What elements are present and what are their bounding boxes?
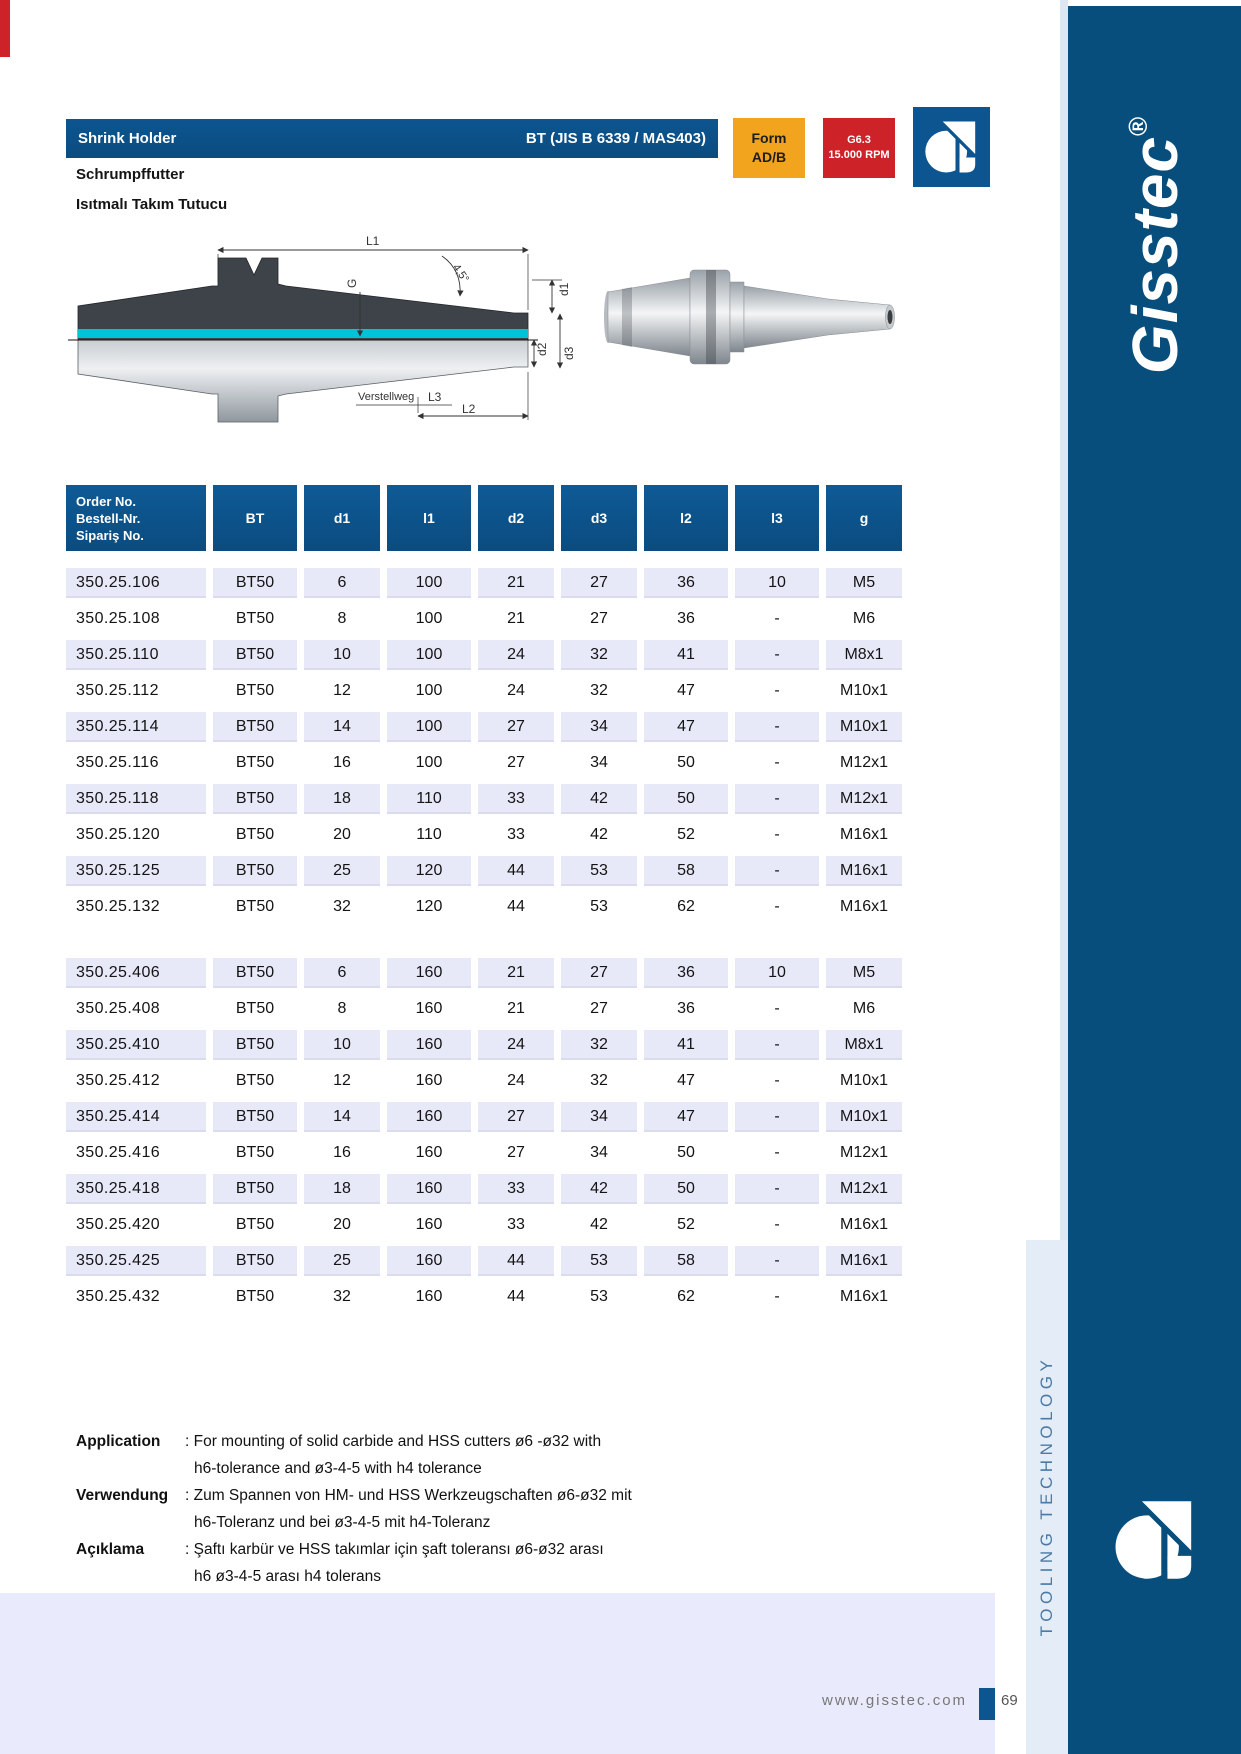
- product-render: [598, 242, 903, 392]
- table-cell: 350.25.412: [76, 1072, 161, 1089]
- table-cell: -: [735, 856, 819, 886]
- table-cell: -: [735, 1030, 819, 1060]
- table-cell: 10: [304, 640, 380, 670]
- table-cell: M8x1: [826, 640, 902, 670]
- table-cell: M16x1: [826, 856, 902, 886]
- table-cell: -: [774, 1144, 780, 1161]
- table-cell: 20: [333, 826, 351, 843]
- drawing-bore-channel: [78, 329, 528, 338]
- table-cell: -: [735, 1102, 819, 1132]
- table-cell: 100: [415, 610, 443, 627]
- application-row: [76, 1482, 836, 1536]
- table-cell: BT50: [235, 898, 275, 915]
- table-cell: 160: [387, 1246, 471, 1276]
- table-cell: 58: [644, 856, 728, 886]
- table-row: [66, 640, 902, 670]
- table-cell: M6: [852, 610, 876, 627]
- table-cell: M8x1: [826, 1030, 902, 1060]
- table-cell: M16x1: [839, 1288, 889, 1305]
- spec-table: [66, 485, 902, 1318]
- table-cell: 25: [304, 1246, 380, 1276]
- registered-mark: ®: [1122, 115, 1153, 136]
- order-header-cell: Order No. Bestell-Nr. Sipariş No.: [66, 485, 206, 551]
- table-row: [66, 1030, 902, 1060]
- table-row: [66, 1102, 902, 1132]
- table-cell: M5: [826, 568, 902, 598]
- svg-text:d1: d1: [557, 282, 571, 296]
- table-cell: 34: [590, 1144, 608, 1161]
- subtitle-german: Schrumpffutter: [76, 166, 185, 183]
- table-cell: BT50: [213, 640, 297, 670]
- table-cell: 32: [561, 640, 637, 670]
- table-cell: 350.25.125: [66, 856, 206, 886]
- table-cell: 16: [333, 1144, 351, 1161]
- table-cell: 18: [304, 784, 380, 814]
- table-cell: 53: [561, 1246, 637, 1276]
- table-cell: BT50: [235, 1288, 275, 1305]
- table-cell: 27: [478, 1102, 554, 1132]
- table-cell: 350.25.418: [66, 1174, 206, 1204]
- table-cell: 21: [507, 1000, 525, 1017]
- table-cell: BT: [213, 485, 297, 551]
- table-cell: -: [735, 1246, 819, 1276]
- table-cell: -: [774, 826, 780, 843]
- table-cell: 350.25.118: [66, 784, 206, 814]
- table-row: [66, 856, 902, 886]
- table-cell: 25: [304, 856, 380, 886]
- table-cell: M16x1: [826, 1246, 902, 1276]
- table-cell: 36: [644, 568, 728, 598]
- table-cell: 27: [478, 712, 554, 742]
- table-cell: 50: [644, 784, 728, 814]
- table-cell: 14: [304, 1102, 380, 1132]
- table-cell: 27: [590, 610, 608, 627]
- table-cell: 350.25.410: [66, 1030, 206, 1060]
- speed-badge-line1: G6.3: [847, 134, 871, 146]
- table-cell: 350.25.108: [76, 610, 161, 627]
- table-cell: -: [774, 898, 780, 915]
- table-cell: l1: [387, 485, 471, 551]
- svg-text:L1: L1: [366, 234, 380, 248]
- table-cell: M10x1: [826, 712, 902, 742]
- table-cell: 160: [415, 1000, 443, 1017]
- table-cell: 14: [304, 712, 380, 742]
- table-cell: 32: [333, 1288, 351, 1305]
- table-cell: d1: [304, 485, 380, 551]
- table-cell: 16: [333, 754, 351, 771]
- table-cell: d2: [478, 485, 554, 551]
- table-cell: 36: [677, 610, 695, 627]
- table-cell: -: [735, 640, 819, 670]
- table-cell: BT50: [235, 826, 275, 843]
- application-label: Verwendung: [76, 1487, 169, 1504]
- footer-logo-square: [979, 1688, 995, 1720]
- table-cell: 27: [507, 754, 525, 771]
- table-cell: 24: [507, 1072, 525, 1089]
- table-cell: 18: [304, 1174, 380, 1204]
- table-cell: 53: [590, 898, 608, 915]
- table-row: [66, 958, 902, 988]
- application-line: : For mounting of solid carbide and HSS cutters ø6 -ø32 with: [185, 1433, 602, 1450]
- table-cell: 160: [415, 1072, 443, 1089]
- table-cell: BT50: [213, 784, 297, 814]
- table-cell: 44: [507, 1288, 525, 1305]
- table-cell: d3: [561, 485, 637, 551]
- table-cell: 53: [590, 1288, 608, 1305]
- table-cell: 350.25.416: [76, 1144, 161, 1161]
- application-line: h6-tolerance and ø3-4-5 with h4 tolerance: [194, 1460, 482, 1477]
- table-cell: 350.25.114: [66, 712, 206, 742]
- table-cell: 47: [644, 1102, 728, 1132]
- table-cell: 33: [507, 1216, 525, 1233]
- table-cell: 27: [590, 1000, 608, 1017]
- table-cell: 36: [677, 1000, 695, 1017]
- table-cell: M16x1: [839, 1216, 889, 1233]
- svg-text:d2: d2: [535, 342, 549, 356]
- page-title: Shrink Holder: [78, 130, 177, 147]
- table-row: [66, 1138, 902, 1168]
- table-cell: 8: [337, 610, 347, 627]
- footer-band: [0, 1593, 995, 1754]
- table-cell: 350.25.110: [66, 640, 206, 670]
- table-cell: M5: [826, 958, 902, 988]
- table-cell: -: [774, 1072, 780, 1089]
- table-cell: 100: [387, 640, 471, 670]
- table-cell: BT50: [213, 1030, 297, 1060]
- table-cell: 44: [478, 856, 554, 886]
- table-cell: 10: [304, 1030, 380, 1060]
- table-cell: BT50: [235, 1072, 275, 1089]
- table-cell: 160: [415, 1288, 443, 1305]
- table-cell: 50: [677, 1144, 695, 1161]
- application-row: [76, 1536, 836, 1590]
- svg-text:4,5°: 4,5°: [449, 261, 472, 286]
- brand-logo-icon: [923, 118, 981, 176]
- table-cell: -: [774, 1000, 780, 1017]
- table-cell: 32: [561, 1030, 637, 1060]
- table-cell: BT50: [235, 1144, 275, 1161]
- table-cell: 34: [590, 754, 608, 771]
- table-header-row: [66, 485, 902, 551]
- table-cell: BT50: [213, 958, 297, 988]
- table-cell: M12x1: [826, 784, 902, 814]
- brand-logo-mark: [1112, 1492, 1200, 1588]
- table-cell: -: [735, 1174, 819, 1204]
- table-cell: M10x1: [826, 1102, 902, 1132]
- application-label: Application: [76, 1433, 161, 1450]
- form-badge-line1: Form: [751, 130, 787, 146]
- table-cell: 27: [561, 568, 637, 598]
- application-line: : Şaftı karbür ve HSS takımlar için şaft toleransı ø6-ø32 arası: [185, 1541, 604, 1558]
- table-cell: BT50: [213, 1102, 297, 1132]
- table-cell: 100: [415, 754, 443, 771]
- table-cell: 47: [677, 682, 695, 699]
- table-cell: 6: [304, 568, 380, 598]
- table-cell: 52: [677, 1216, 695, 1233]
- table-cell: 21: [478, 958, 554, 988]
- table-cell: 350.25.120: [76, 826, 161, 843]
- application-line: : Zum Spannen von HM- und HSS Werkzeugschaften ø6-ø32 mit: [185, 1487, 632, 1504]
- table-cell: 53: [561, 856, 637, 886]
- table-cell: 24: [507, 682, 525, 699]
- svg-text:d3: d3: [562, 346, 576, 360]
- table-cell: 47: [644, 712, 728, 742]
- table-cell: 62: [677, 898, 695, 915]
- technical-drawing: [66, 228, 586, 433]
- table-cell: BT50: [235, 610, 275, 627]
- table-cell: 44: [478, 1246, 554, 1276]
- application-label: Açıklama: [76, 1541, 145, 1558]
- brand-name: Gisstec: [1118, 135, 1191, 375]
- table-cell: 120: [415, 898, 443, 915]
- title-bar: [66, 119, 718, 158]
- table-row: [66, 820, 902, 850]
- table-cell: 34: [561, 1102, 637, 1132]
- table-cell: BT50: [235, 682, 275, 699]
- table-cell: BT50: [235, 754, 275, 771]
- table-cell: 32: [590, 1072, 608, 1089]
- table-cell: 24: [478, 1030, 554, 1060]
- table-cell: -: [774, 1216, 780, 1233]
- table-cell: BT50: [213, 1246, 297, 1276]
- table-cell: 32: [590, 682, 608, 699]
- table-cell: M12x1: [839, 754, 889, 771]
- subtitle-turkish: Isıtmalı Takım Tutucu: [76, 196, 228, 213]
- table-cell: M12x1: [839, 1144, 889, 1161]
- table-row: [66, 604, 902, 634]
- application-notes: [76, 1428, 836, 1590]
- table-cell: 62: [677, 1288, 695, 1305]
- table-group-1: [66, 568, 902, 922]
- table-cell: M16x1: [839, 898, 889, 915]
- table-cell: l2: [644, 485, 728, 551]
- speed-badge-line2: 15.000 RPM: [828, 149, 890, 161]
- table-row: [66, 748, 902, 778]
- table-cell: BT50: [235, 1000, 275, 1017]
- brand-logo-badge: [913, 107, 990, 187]
- table-cell: 27: [507, 1144, 525, 1161]
- table-cell: 50: [644, 1174, 728, 1204]
- table-cell: 350.25.112: [76, 682, 159, 699]
- table-cell: 33: [478, 1174, 554, 1204]
- table-cell: -: [774, 610, 780, 627]
- table-cell: 42: [590, 1216, 608, 1233]
- table-cell: g: [826, 485, 902, 551]
- table-cell: 32: [333, 898, 351, 915]
- drawing-bottom-half: [78, 340, 528, 422]
- table-cell: 27: [561, 958, 637, 988]
- table-cell: 160: [415, 1216, 443, 1233]
- table-cell: -: [774, 754, 780, 771]
- table-cell: 20: [333, 1216, 351, 1233]
- table-row: [66, 1066, 902, 1096]
- standard-title: BT (JIS B 6339 / MAS403): [525, 130, 706, 147]
- brand-wordmark: [1118, 116, 1192, 374]
- table-cell: 21: [478, 568, 554, 598]
- table-cell: 10: [735, 568, 819, 598]
- table-cell: 100: [387, 712, 471, 742]
- svg-text:G: G: [345, 278, 359, 288]
- table-cell: 110: [387, 784, 471, 814]
- table-row: [66, 568, 902, 598]
- table-row: [66, 676, 902, 706]
- table-cell: -: [735, 712, 819, 742]
- table-group-2: [66, 958, 902, 1312]
- table-cell: BT50: [213, 712, 297, 742]
- speed-badge: [823, 118, 895, 178]
- table-row: [66, 1246, 902, 1276]
- table-cell: 6: [304, 958, 380, 988]
- table-cell: 120: [387, 856, 471, 886]
- website-text: www.gisstec.com: [822, 1692, 968, 1709]
- table-cell: 47: [677, 1072, 695, 1089]
- table-cell: 24: [478, 640, 554, 670]
- table-cell: 350.25.414: [66, 1102, 206, 1132]
- table-cell: BT50: [235, 1216, 275, 1233]
- table-cell: -: [735, 784, 819, 814]
- table-row: [66, 1282, 902, 1312]
- table-cell: 36: [644, 958, 728, 988]
- brand-sidebar: [1068, 6, 1241, 1754]
- table-cell: 42: [590, 826, 608, 843]
- table-cell: 160: [387, 1174, 471, 1204]
- table-cell: 350.25.420: [76, 1216, 161, 1233]
- table-row: [66, 784, 902, 814]
- svg-text:L2: L2: [462, 402, 476, 416]
- table-cell: BT50: [213, 1174, 297, 1204]
- table-row: [66, 1174, 902, 1204]
- page-number: 69: [1001, 1692, 1018, 1709]
- table-cell: 12: [333, 1072, 351, 1089]
- table-cell: 350.25.406: [66, 958, 206, 988]
- table-cell: 12: [333, 682, 351, 699]
- table-cell: 42: [561, 784, 637, 814]
- table-cell: 160: [415, 1144, 443, 1161]
- application-line: h6-Toleranz und bei ø3-4-5 mit h4-Toleranz: [194, 1514, 491, 1531]
- table-cell: 350.25.132: [76, 898, 161, 915]
- table-cell: 350.25.432: [76, 1288, 161, 1305]
- form-badge-line2: AD/B: [751, 149, 787, 165]
- table-row: [66, 994, 902, 1024]
- table-cell: 58: [644, 1246, 728, 1276]
- table-cell: 21: [507, 610, 525, 627]
- table-cell: BT50: [213, 856, 297, 886]
- table-cell: 33: [478, 784, 554, 814]
- table-cell: 41: [644, 1030, 728, 1060]
- table-row: [66, 892, 902, 922]
- table-cell: 350.25.116: [76, 754, 159, 771]
- table-cell: M12x1: [826, 1174, 902, 1204]
- table-cell: 44: [507, 898, 525, 915]
- table-cell: M16x1: [839, 826, 889, 843]
- table-cell: 41: [644, 640, 728, 670]
- svg-text:L3: L3: [428, 390, 442, 404]
- form-badge: [733, 118, 805, 178]
- table-cell: 10: [735, 958, 819, 988]
- table-row: [66, 1210, 902, 1240]
- table-cell: M10x1: [839, 682, 889, 699]
- table-cell: 350.25.106: [66, 568, 206, 598]
- table-cell: -: [774, 682, 780, 699]
- tagline-strip: [1026, 1240, 1068, 1754]
- table-cell: 50: [677, 754, 695, 771]
- table-cell: 100: [415, 682, 443, 699]
- table-cell: 160: [387, 1030, 471, 1060]
- red-corner-bar: [0, 0, 10, 57]
- table-cell: 42: [561, 1174, 637, 1204]
- table-cell: 100: [387, 568, 471, 598]
- table-cell: 350.25.425: [66, 1246, 206, 1276]
- table-cell: M6: [852, 1000, 876, 1017]
- table-cell: 160: [387, 958, 471, 988]
- svg-text:Verstellweg: Verstellweg: [358, 391, 415, 403]
- table-cell: 52: [677, 826, 695, 843]
- brand-logo-icon: [1112, 1492, 1200, 1588]
- table-cell: l3: [735, 485, 819, 551]
- table-cell: M10x1: [839, 1072, 889, 1089]
- table-cell: 160: [387, 1102, 471, 1132]
- table-cell: BT50: [213, 568, 297, 598]
- table-cell: 34: [561, 712, 637, 742]
- table-cell: 8: [337, 1000, 347, 1017]
- application-row: [76, 1428, 836, 1482]
- table-cell: 33: [507, 826, 525, 843]
- application-line: h6 ø3-4-5 arası h4 tolerans: [194, 1568, 381, 1585]
- tagline-text: TOOLING TECHNOLOGY: [1037, 1355, 1056, 1637]
- table-row: [66, 712, 902, 742]
- table-cell: -: [774, 1288, 780, 1305]
- table-cell: 350.25.408: [76, 1000, 161, 1017]
- table-cell: 110: [416, 826, 442, 843]
